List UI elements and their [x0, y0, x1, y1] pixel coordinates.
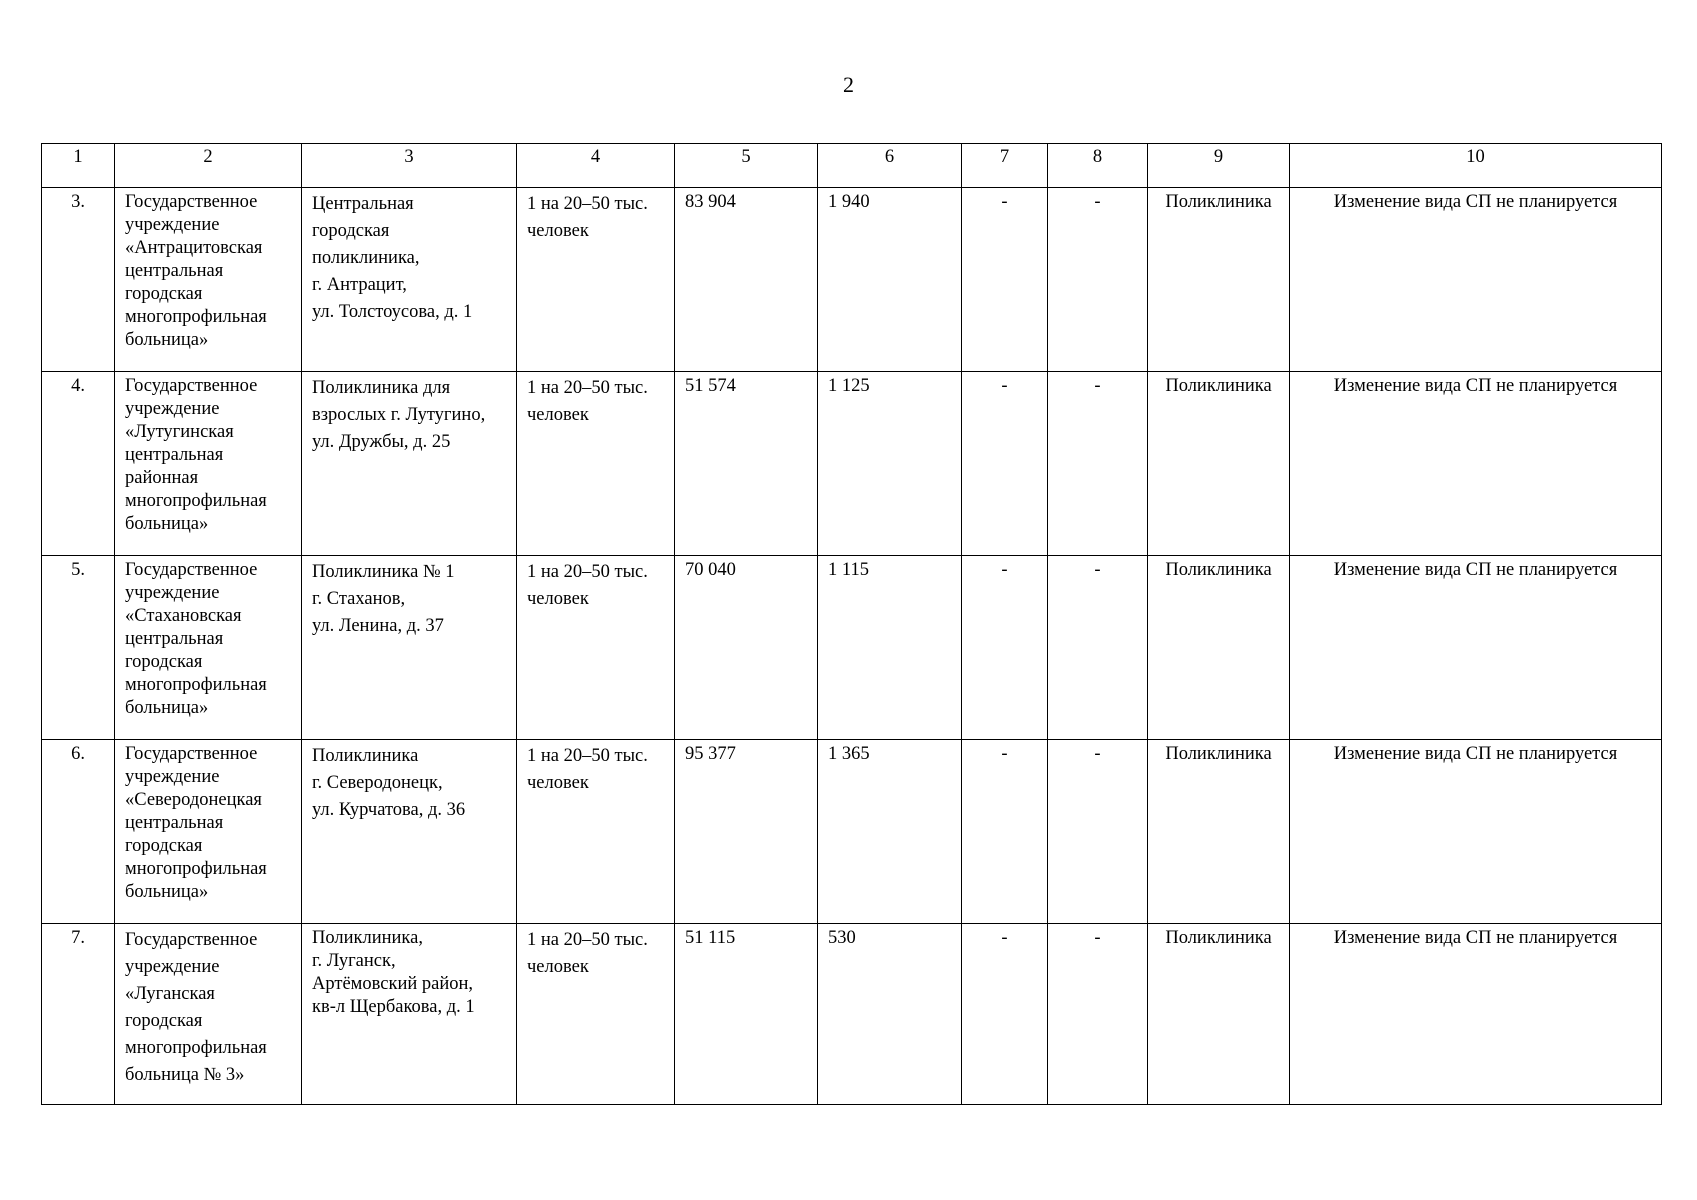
norm-line: человек: [527, 957, 589, 977]
organization-line: больница»: [125, 698, 209, 718]
col8-cell: -: [1048, 924, 1148, 1105]
address-cell: [302, 556, 517, 740]
organization-line: многопрофильная: [125, 307, 267, 327]
col7-cell: -: [962, 924, 1048, 1105]
col6-cell: 1 115: [818, 556, 962, 740]
organization-line: «Северодонецкая: [125, 790, 262, 810]
organization-line: учреждение: [125, 957, 220, 977]
change-note-cell: Изменение вида СП не планируется: [1290, 372, 1662, 556]
norm-line: 1 на 20–50 тыс.: [527, 378, 648, 398]
row-number: 5.: [42, 556, 115, 740]
col6-cell: 1 365: [818, 740, 962, 924]
col7-cell: -: [962, 372, 1048, 556]
organization-line: городская: [125, 652, 203, 672]
norm-cell: [517, 372, 675, 556]
norm-line: 1 на 20–50 тыс.: [527, 562, 648, 582]
col6-cell: 1 940: [818, 188, 962, 372]
organization-cell: [115, 556, 302, 740]
organization-line: Государственное: [125, 930, 258, 950]
organization-line: Государственное: [125, 376, 258, 396]
facility-type-cell: Поликлиника: [1148, 188, 1290, 372]
row-number: 6.: [42, 740, 115, 924]
organization-line: многопрофильная: [125, 491, 267, 511]
page-number: 2: [843, 72, 854, 97]
address-line: поликлиника,: [312, 248, 420, 268]
norm-line: 1 на 20–50 тыс.: [527, 930, 648, 950]
address-line: Поликлиника № 1: [312, 562, 455, 582]
norm-cell: [517, 924, 675, 1105]
col8-cell: -: [1048, 188, 1148, 372]
organization-line: учреждение: [125, 583, 220, 603]
row-number: 3.: [42, 188, 115, 372]
header-col-7: 7: [962, 144, 1048, 188]
address-line: взрослых г. Лутугино,: [312, 405, 486, 425]
col5-cell: 51 574: [675, 372, 818, 556]
norm-line: человек: [527, 773, 589, 793]
facilities-table: [41, 143, 1662, 1105]
col8-cell: -: [1048, 372, 1148, 556]
organization-line: «Лутугинская: [125, 422, 234, 442]
col5-cell: 95 377: [675, 740, 818, 924]
address-line: ул. Курчатова, д. 36: [312, 800, 466, 820]
address-line: г. Северодонецк,: [312, 773, 443, 793]
organization-line: Государственное: [125, 192, 258, 212]
table-row: [42, 556, 1662, 740]
col6-cell: 530: [818, 924, 962, 1105]
norm-line: человек: [527, 405, 589, 425]
organization-line: «Луганская: [125, 984, 215, 1004]
organization-line: многопрофильная: [125, 859, 267, 879]
col5-cell: 70 040: [675, 556, 818, 740]
col5-cell: 51 115: [675, 924, 818, 1105]
header-col-2: 2: [115, 144, 302, 188]
table-row: [42, 372, 1662, 556]
norm-cell: [517, 556, 675, 740]
organization-line: учреждение: [125, 767, 220, 787]
organization-line: учреждение: [125, 215, 220, 235]
address-cell: [302, 924, 517, 1105]
address-line: г. Антрацит,: [312, 275, 407, 295]
facility-type-cell: Поликлиника: [1148, 556, 1290, 740]
header-col-5: 5: [675, 144, 818, 188]
norm-cell: [517, 740, 675, 924]
header-col-9: 9: [1148, 144, 1290, 188]
col6-cell: 1 125: [818, 372, 962, 556]
organization-cell: [115, 372, 302, 556]
address-line: Поликлиника для: [312, 378, 451, 398]
col8-cell: -: [1048, 556, 1148, 740]
col8-cell: -: [1048, 740, 1148, 924]
change-note-cell: Изменение вида СП не планируется: [1290, 188, 1662, 372]
organization-line: учреждение: [125, 399, 220, 419]
table-row: [42, 740, 1662, 924]
organization-line: «Антрацитовская: [125, 238, 263, 258]
header-col-4: 4: [517, 144, 675, 188]
norm-line: человек: [527, 589, 589, 609]
address-line: ул. Дружбы, д. 25: [312, 432, 451, 452]
organization-line: больница»: [125, 514, 209, 534]
address-line: г. Стаханов,: [312, 589, 406, 609]
change-note-cell: Изменение вида СП не планируется: [1290, 556, 1662, 740]
header-row: [42, 144, 1662, 188]
address-line: кв-л Щербакова, д. 1: [312, 997, 475, 1017]
table-row: [42, 188, 1662, 372]
facility-type-cell: Поликлиника: [1148, 924, 1290, 1105]
organization-line: «Стахановская: [125, 606, 242, 626]
address-line: городская: [312, 221, 390, 241]
address-cell: [302, 372, 517, 556]
organization-line: многопрофильная: [125, 1038, 267, 1058]
organization-line: Государственное: [125, 744, 258, 764]
norm-line: человек: [527, 221, 589, 241]
organization-line: городская: [125, 1011, 203, 1031]
organization-line: центральная: [125, 261, 224, 281]
header-col-6: 6: [818, 144, 962, 188]
address-line: Центральная: [312, 194, 414, 214]
col7-cell: -: [962, 556, 1048, 740]
organization-cell: [115, 740, 302, 924]
table-body: [42, 188, 1662, 1105]
change-note-cell: Изменение вида СП не планируется: [1290, 924, 1662, 1105]
organization-line: Государственное: [125, 560, 258, 580]
organization-line: больница»: [125, 882, 209, 902]
organization-cell: [115, 188, 302, 372]
organization-line: больница»: [125, 330, 209, 350]
address-line: Артёмовский район,: [312, 974, 474, 994]
address-line: г. Луганск,: [312, 951, 396, 971]
col5-cell: 83 904: [675, 188, 818, 372]
change-note-cell: Изменение вида СП не планируется: [1290, 740, 1662, 924]
table-row: [42, 924, 1662, 1105]
norm-cell: [517, 188, 675, 372]
facility-type-cell: Поликлиника: [1148, 740, 1290, 924]
address-line: Поликлиника,: [312, 928, 423, 948]
address-line: ул. Ленина, д. 37: [312, 616, 444, 636]
table-header: [42, 144, 1662, 188]
header-col-1: 1: [42, 144, 115, 188]
organization-line: центральная: [125, 813, 224, 833]
header-col-8: 8: [1048, 144, 1148, 188]
norm-line: 1 на 20–50 тыс.: [527, 746, 648, 766]
organization-line: центральная: [125, 445, 224, 465]
row-number: 7.: [42, 924, 115, 1105]
header-col-10: 10: [1290, 144, 1662, 188]
organization-line: больница № 3»: [125, 1065, 245, 1085]
address-line: ул. Толстоусова, д. 1: [312, 302, 473, 322]
col7-cell: -: [962, 188, 1048, 372]
organization-line: многопрофильная: [125, 675, 267, 695]
col7-cell: -: [962, 740, 1048, 924]
address-cell: [302, 188, 517, 372]
header-col-3: 3: [302, 144, 517, 188]
norm-line: 1 на 20–50 тыс.: [527, 194, 648, 214]
row-number: 4.: [42, 372, 115, 556]
address-line: Поликлиника: [312, 746, 419, 766]
organization-line: центральная: [125, 629, 224, 649]
facility-type-cell: Поликлиника: [1148, 372, 1290, 556]
address-cell: [302, 740, 517, 924]
organization-cell: [115, 924, 302, 1105]
organization-line: городская: [125, 836, 203, 856]
organization-line: районная: [125, 468, 199, 488]
organization-line: городская: [125, 284, 203, 304]
